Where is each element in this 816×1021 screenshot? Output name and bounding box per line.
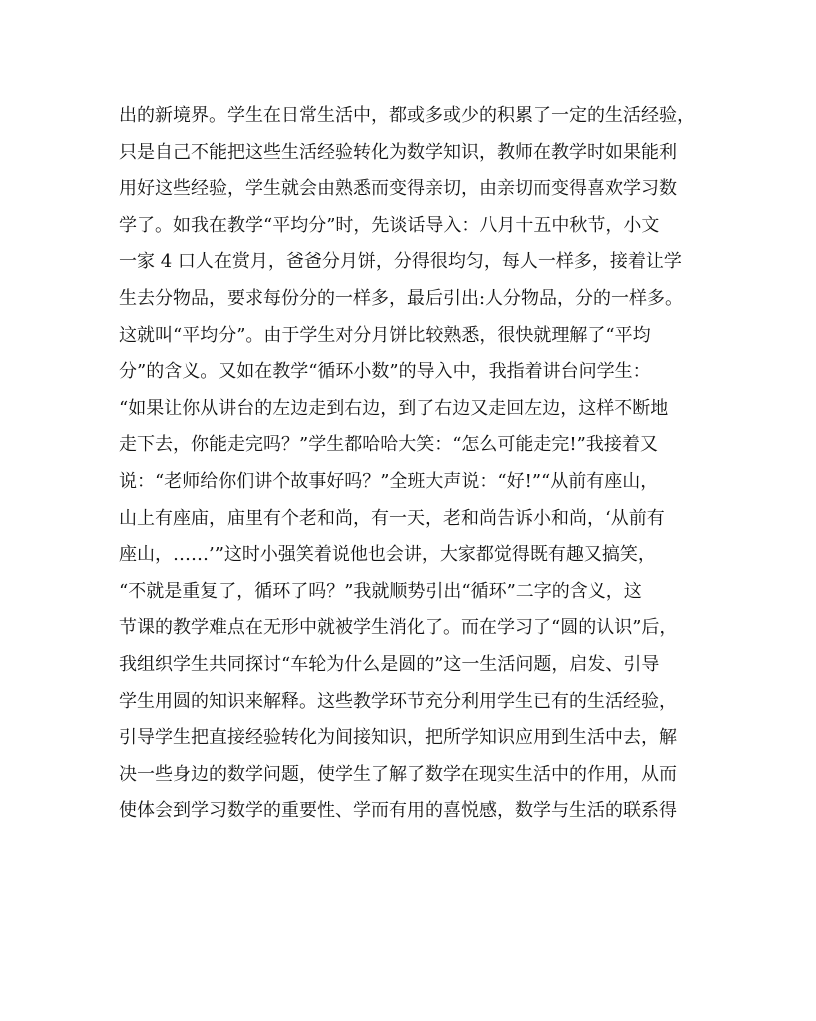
text-line: “不就是重复了，循环了吗？”我就顺势引出“循环”二字的含义，这	[119, 580, 642, 602]
text-line: 说：“老师给你们讲个故事好吗？”全班大声说：“好!”“从前有座山，	[119, 470, 659, 492]
text-line: 引导学生把直接经验转化为间接知识，把所学知识应用到生活中去，解	[119, 727, 677, 749]
text-line: 这就叫“平均分”。由于学生对分月饼比较熟悉，很快就理解了“平均	[119, 324, 651, 346]
text-line: 出的新境界。学生在日常生活中，都或多或少的积累了一定的生活经验，	[119, 105, 695, 126]
text-line: 使体会到学习数学的重要性、学而有用的喜悦感，数学与生活的联系得	[119, 800, 677, 822]
text-line: 只是自己不能把这些生活经验转化为数学知识，教师在教学时如果能利	[119, 141, 677, 163]
text-line: 用好这些经验，学生就会由熟悉而变得亲切，由亲切而变得喜欢学习数	[119, 178, 677, 200]
text-line: 我组织学生共同探讨“车轮为什么是圆的”这一生活问题，启发、引导	[119, 653, 660, 675]
text-line: 一家 4 口人在赏月，爸爸分月饼，分得很均匀，每人一样多，接着让学	[119, 251, 682, 273]
text-line: “如果让你从讲台的左边走到右边，到了右边又走回左边，这样不断地	[119, 397, 669, 419]
text-line: 座山，……’”这时小强笑着说他也会讲，大家都觉得既有趣又搞笑，	[119, 544, 656, 566]
text-line: 分”的含义。又如在教学“循环小数”的导入中，我指着讲台问学生：	[119, 361, 651, 383]
text-line: 学生用圆的知识来解释。这些教学环节充分利用学生已有的生活经验，	[119, 690, 677, 712]
text-line: 山上有座庙，庙里有个老和尚，有一天，老和尚告诉小和尚，‘从前有	[119, 507, 665, 529]
text-line: 生去分物品，要求每份分的一样多，最后引出:人分物品，分的一样多。	[119, 287, 684, 309]
text-line: 学了。如我在教学“平均分”时，先谈话导入：八月十五中秋节，小文	[119, 214, 660, 236]
text-line: 决一些身边的数学问题，使学生了解了数学在现实生活中的作用，从而	[119, 763, 677, 785]
text-line: 节课的教学难点在无形中就被学生消化了。而在学习了“圆的认识”后，	[119, 617, 678, 639]
text-line: 走下去，你能走完吗？”学生都哈哈大笑：“怎么可能走完!”我接着又	[119, 434, 658, 456]
body-text	[119, 98, 699, 830]
